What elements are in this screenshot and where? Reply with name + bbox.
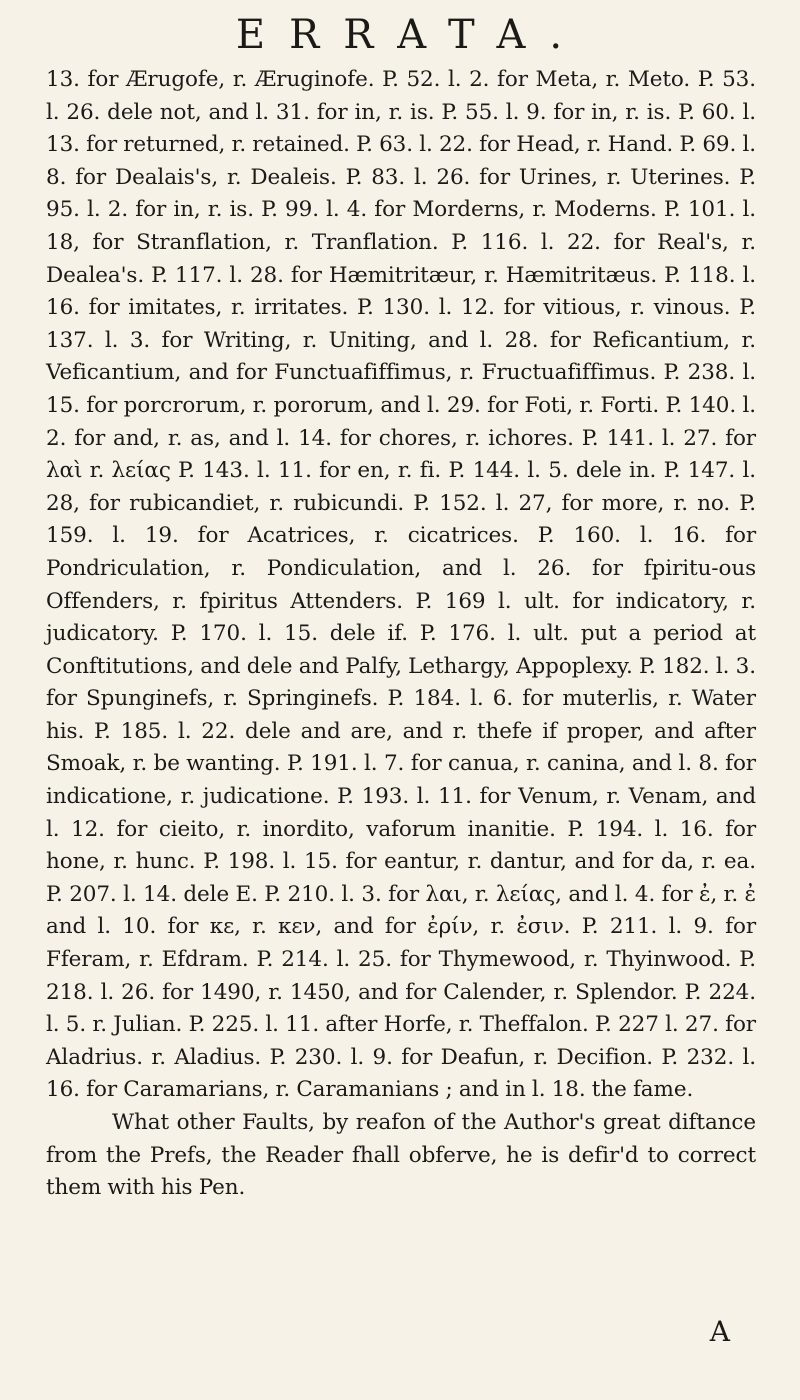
errata-corrections: 13. for Ærugofe, r. Æruginofe. P. 52. l. 2. for Meta, r. Meto. P. 53. l. 26. dele not, and l. 31. for in, r. is. P. 55. l. 9. for in, r. is. P. 60. l. 13. for returned, r. retained. P. 63. l. 22. for Head, r. Hand. P. 69. l. 8. for Dealais's, r. Dealeis. P. 83. l. 26. for Urines, r. Uterines. P. 95. l. 2. for in, r. is. P. 99. l. 4. for Morderns, r. Moderns. P. 101. l. 18, for Stranflation, r. Tranflation. P. 116. l. 22. for Real's, r. Dealea's. P. 117. l. 28. for Hæmitritæur, r. Hæmitritæus. P. 118. l. 16. for imitates, r. irritates. P. 130. l. 12. for vitious, r. vinous. P. 137. l. 3. for Writing, r. Uniting, and l. 28. for Reficantium, r. Veficantium, and for Functuafiffimus, r. Fructuafiffimus. P. 238. l. 15. for porcrorum, r. pororum, and l. 29. for Foti, r. Forti. P. 140. l. 2. for and, r. as, and l. 14. for chores, r. ichores. P. 141. l. 27. for λαὶ r. λείας P. 143. l. 11. for en, r. fi. P. 144. l. 5. dele in. P. 147. l. 28, for rubicandiet, r. rubicundi. P. 152. l. 27, for more, r. no. P. 159. l. 19. for Acatrices, r. cicatrices. P. 160. l. 16. for Pondriculation, r. Pondiculation, and l. 26. for fpiritu-ous Offenders, r. fpiritus Attenders. P. 169 l. ult. for indicatory, r. judicatory. P. 170. l. 15. dele if. P. 176. l. ult. put a period at Conftitutions, and dele and Palfy, Lethargy, Appoplexy. P. 182. l. 3. for Spunginefs, r. Springinefs. P. 184. l. 6. for muterlis, r. Water his. P. 185. l. 22. dele and are, and r. thefe if proper, and after Smoak, r. be wanting. P. 191. l. 7. for canua, r. canina, and l. 8. for indicatione, r. judicatione. P. 193. l. 11. for Venum, r. Venam, and l. 12. for cieito, r. inordito, vaforum inanitie. P. 194. l. 16. for hone, r. hunc. P. 198. l. 15. for eantur, r. dantur, and for da, r. ea. P. 207. l. 14. dele E. P. 210. l. 3. for λαι, r. λείας, and l. 4. for ἐ, r. ἐ and l. 10. for κε, r. κεν, and for ἐρίν, r. ἐσιν. P. 211. l. 9. for Fferam, r. Efdram. P. 214. l. 25. for Thymewood, r. Thyinwood. P. 218. l. 26. for 1490, r. 1450, and for Calender, r. Splendor. P. 224. l. 5. r. Julian. P. 225. l. 11. after Horfe, r. Theffalon. P. 227 l. 27. for Aladrius. r. Aladius. P. 230. l. 9. for Deafun, r. Decifion. P. 232. l. 16. for Caramarians, r. Caramanians ; and in l. 18. the fame. [46,67,756,1103]
catchword: A [709,1315,730,1348]
errata-heading: ERRATA. [235,12,587,58]
closing-note: What other Faults, by reafon of the Author's great diftance from the Prefs, the Reader fhall obferve, he is defir'd to correct them with his Pen. [46,1110,756,1201]
